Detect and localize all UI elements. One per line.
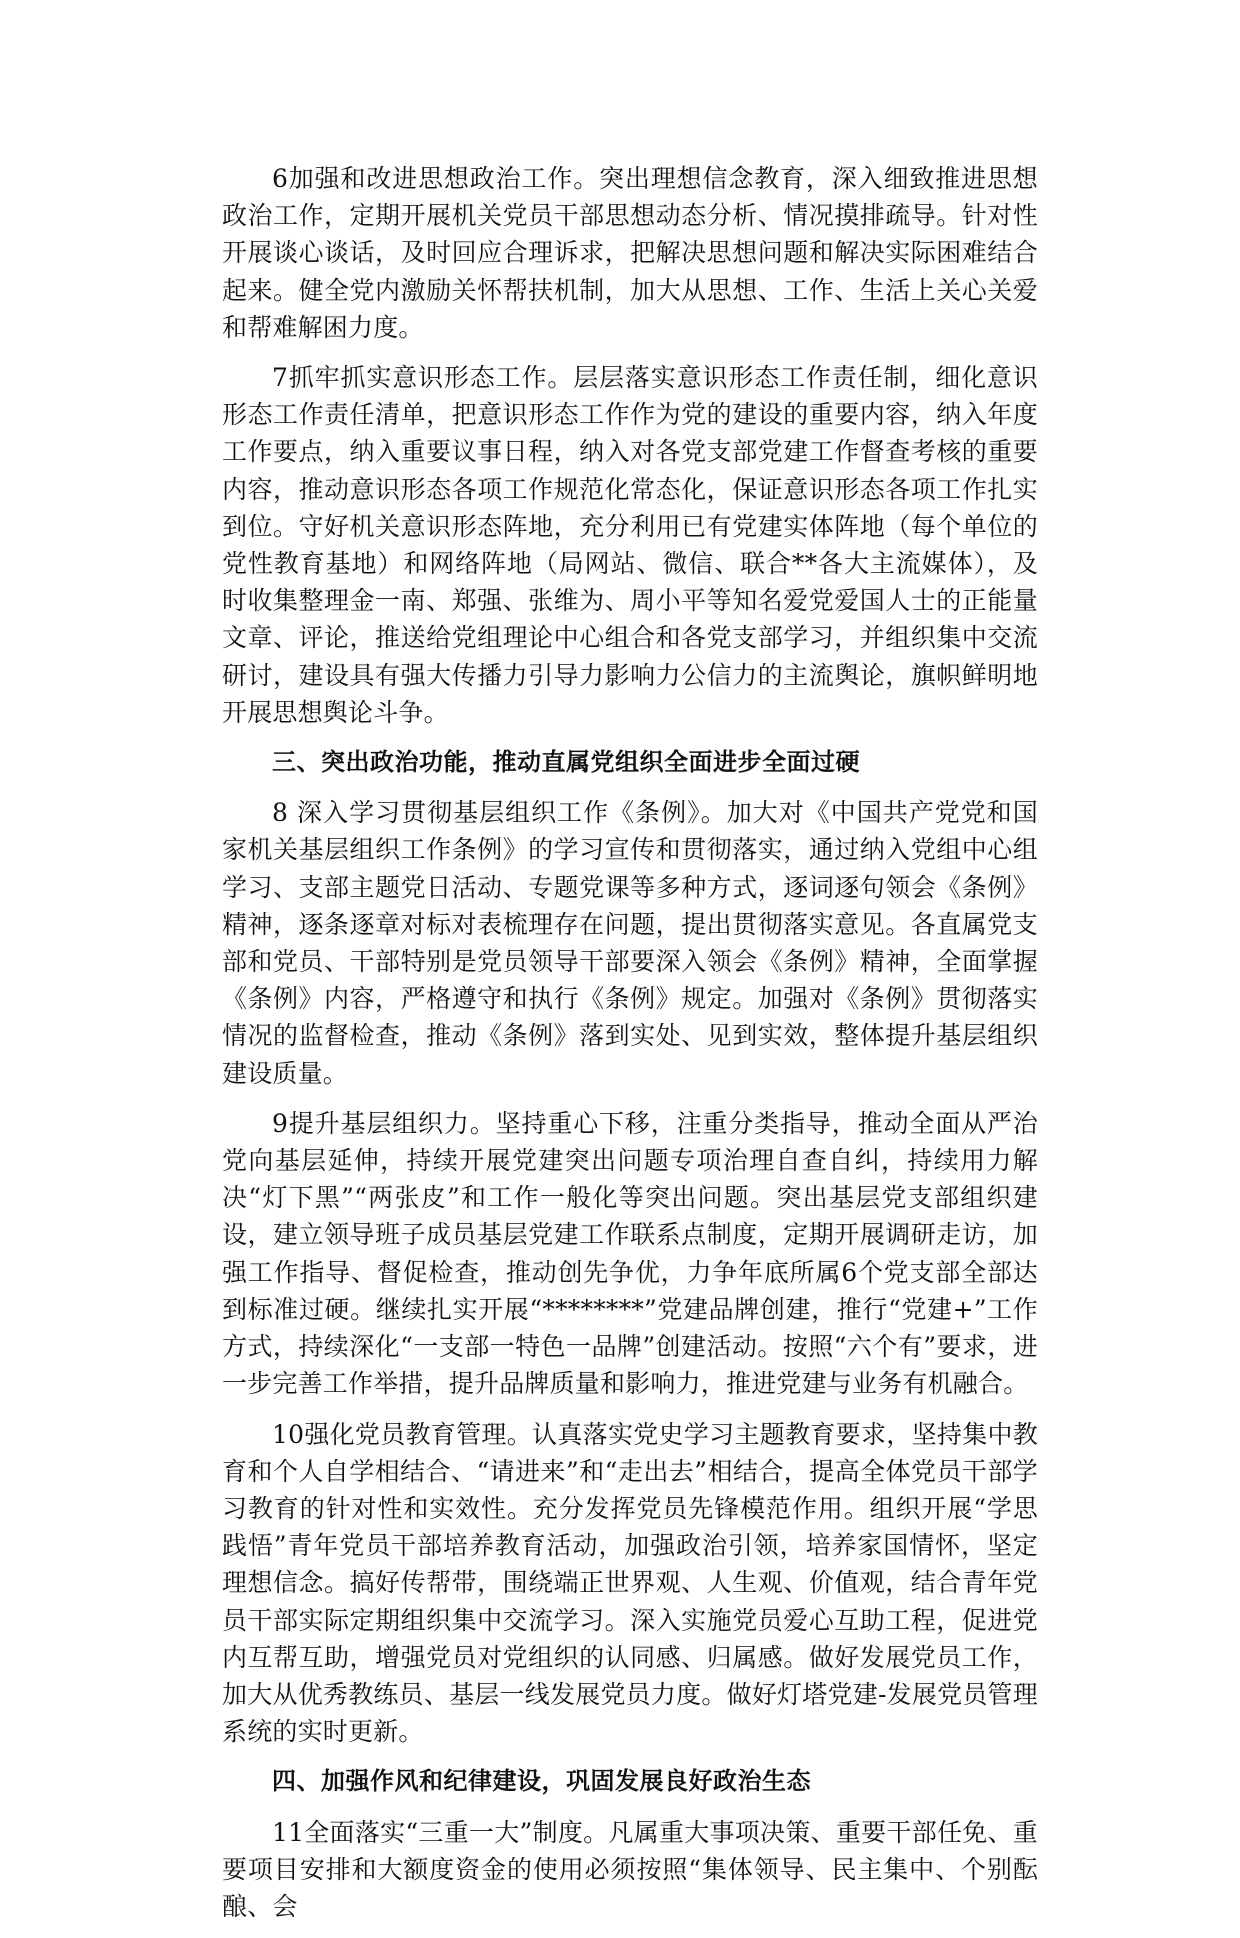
- paragraph-party-member-education: 10强化党员教育管理。认真落实党史学习主题教育要求，坚持集中教育和个人自学相结合、“请进来”和“走出去”相结合，提高全体党员干部学习教育的针对性和实效性。充分发挥党员先锋模范作用。组织开展“学思践悟”青年党员干部培养教育活动，加强政治引领，培养家国情怀，坚定理想信念。搞好传帮带，围绕端正世界观、人生观、价值观，结合青年党员干部实际定期组织集中交流学习。深入实施党员爱心互助工程，促进党内互帮互助，增强党员对党组织的认同感、归属感。做好发展党员工作，加大从优秀教练员、基层一线发展党员力度。做好灯塔党建-发展党员管理系统的实时更新。: [222, 1419, 1038, 1747]
- section-heading-discipline: 四、加强作风和纪律建设，巩固发展良好政治生态: [272, 1767, 811, 1796]
- paragraph-ideological-work: 6加强和改进思想政治工作。突出理想信念教育，深入细致推进思想政治工作，定期开展机关党员干部思想动态分析、情况摸排疏导。针对性开展谈心谈话，及时回应合理诉求，把解决思想问题和解决实际困难结合起来。健全党内激励关怀帮扶机制，加大从思想、工作、生活上关心关爱和帮难解困力度。: [222, 164, 1038, 342]
- paragraph-ideology-responsibility: 7抓牢抓实意识形态工作。层层落实意识形态工作责任制，细化意识形态工作责任清单，把意识形态工作作为党的建设的重要内容，纳入年度工作要点，纳入重要议事日程，纳入对各党支部党建工作督查考核的重要内容，推动意识形态各项工作规范化常态化，保证意识形态各项工作扎实到位。守好机关意识形态阵地，充分利用已有党建实体阵地（每个单位的党性教育基地）和网络阵地（局网站、微信、联合**各大主流媒体），及时收集整理金一南、郑强、张维为、周小平等知名爱党爱国人士的正能量文章、评论，推送给党组理论中心组合和各党支部学习，并组织集中交流研讨，建设具有强大传播力引导力影响力公信力的主流舆论，旗帜鲜明地开展思想舆论斗争。: [222, 363, 1038, 727]
- document-body: [222, 160, 1038, 1938]
- paragraph-grassroots-organization: 9提升基层组织力。坚持重心下移，注重分类指导，推动全面从严治党向基层延伸，持续开展党建突出问题专项治理自查自纠，持续用力解决“灯下黑”“两张皮”和工作一般化等突出问题。突出基层党支部组织建设，建立领导班子成员基层党建工作联系点制度，定期开展调研走访，加强工作指导、督促检查，推动创先争优，力争年底所属6个党支部全部达到标准过硬。继续扎实开展“********”党建品牌创建，推行“党建+”工作方式，持续深化“一支部一特色一品牌”创建活动。按照“六个有”要求，进一步完善工作举措，提升品牌质量和影响力，推进党建与业务有机融合。: [222, 1108, 1038, 1399]
- paragraph-organization-regulations: 8 深入学习贯彻基层组织工作《条例》。加大对《中国共产党党和国家机关基层组织工作条例》的学习宣传和贯彻落实，通过纳入党组中心组学习、支部主题党日活动、专题党课等多种方式，逐词逐句领会《条例》精神，逐条逐章对标对表梳理存在问题，提出贯彻落实意见。各直属党支部和党员、干部特别是党员领导干部要深入领会《条例》精神，全面掌握《条例》内容，严格遵守和执行《条例》规定。加强对《条例》贯彻落实情况的监督检查，推动《条例》落到实处、见到实效，整体提升基层组织建设质量。: [222, 798, 1038, 1088]
- section-heading-political-function: 三、突出政治功能，推动直属党组织全面进步全面过硬: [272, 748, 860, 777]
- paragraph-three-important-one-large: 11全面落实“三重一大”制度。凡属重大事项决策、重要干部任免、重要项目安排和大额度资金的使用必须按照“集体领导、民主集中、个别酝酿、会: [222, 1817, 1038, 1921]
